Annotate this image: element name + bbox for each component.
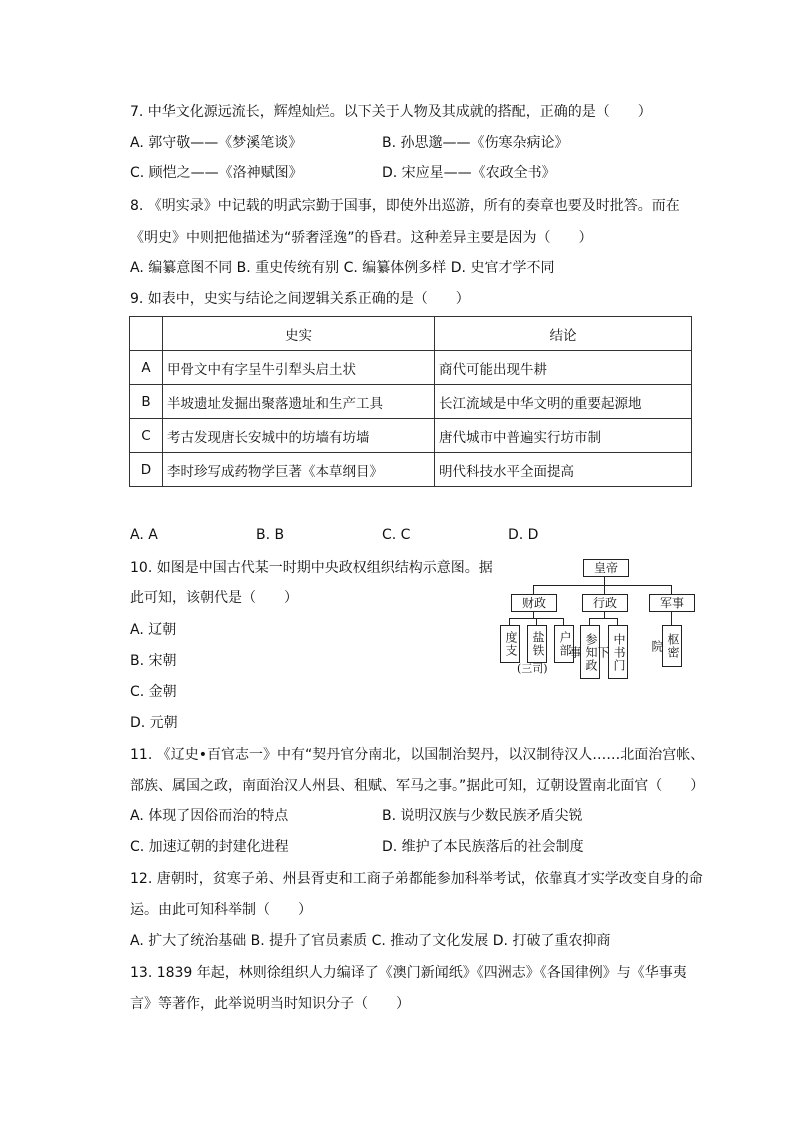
table-row bbox=[130, 419, 692, 453]
diagram-zhongshu-menxia: 中书门下 bbox=[608, 625, 628, 679]
row-fact: 考古发现唐长安城中的坊墙有坊墙 bbox=[163, 419, 435, 453]
q10-option-a: A. 辽朝 bbox=[130, 622, 177, 638]
diagram-military: 军事 bbox=[649, 594, 695, 612]
q10-option-d: D. 元朝 bbox=[130, 715, 178, 731]
q9-table bbox=[129, 316, 692, 487]
org-structure-diagram bbox=[497, 557, 693, 677]
q9-option-a: A. A bbox=[130, 527, 158, 543]
q10-option-b: B. 宋朝 bbox=[130, 653, 177, 669]
q10-stem-line2: 此可知，该朝代是（ ） bbox=[130, 590, 298, 606]
table-header-conclusion: 结论 bbox=[435, 317, 692, 351]
table-row bbox=[130, 351, 692, 385]
table-header-fact: 史实 bbox=[163, 317, 435, 351]
diagram-sansi-label: (三司) bbox=[517, 662, 548, 675]
row-letter: C bbox=[130, 419, 163, 453]
connector-line bbox=[617, 618, 618, 625]
row-letter: B bbox=[130, 385, 163, 419]
connector-line bbox=[533, 585, 534, 594]
row-conclusion: 明代科技水平全面提高 bbox=[435, 453, 692, 487]
q9-option-d: D. D bbox=[508, 527, 539, 543]
q11-option-d: D. 维护了本民族落后的社会制度 bbox=[382, 839, 584, 855]
q11-stem-line2: 部族、属国之政，南面治汉人州县、租赋、军马之事。”据此可知，辽朝设置南北面官（ ） bbox=[130, 778, 705, 794]
connector-line bbox=[604, 611, 605, 618]
diagram-yantie: 盐铁 bbox=[527, 625, 547, 663]
connector-line bbox=[604, 585, 605, 594]
connector-line bbox=[589, 618, 590, 625]
q13-stem-line2: 言》等著作，此举说明当时知识分子（ ） bbox=[130, 996, 410, 1012]
q11-option-a: A. 体现了因俗而治的特点 bbox=[130, 808, 289, 824]
diagram-hubu: 户部 bbox=[554, 625, 574, 663]
row-letter: D bbox=[130, 453, 163, 487]
q13-stem-line1: 13. 1839 年起，林则徐组织人力编译了《澳门新闻纸》《四洲志》《各国律例》与《华事夷 bbox=[130, 965, 687, 981]
diagram-admin: 行政 bbox=[582, 594, 628, 612]
diagram-duzhi: 度支 bbox=[500, 625, 520, 663]
connector-line bbox=[533, 585, 671, 586]
q7-option-d: D. 宋应星——《农政全书》 bbox=[382, 165, 556, 181]
q8-stem-line2: 《明史》中则把他描述为“骄奢淫逸”的昏君。这种差异主要是因为（ ） bbox=[130, 230, 593, 246]
row-conclusion: 唐代城市中普遍实行坊市制 bbox=[435, 419, 692, 453]
table-row bbox=[130, 385, 692, 419]
table-corner-cell bbox=[130, 317, 163, 351]
q9-stem: 9. 如表中，史实与结论之间逻辑关系正确的是（ ） bbox=[130, 291, 470, 307]
row-fact: 半坡遗址发掘出聚落遗址和生产工具 bbox=[163, 385, 435, 419]
q8-stem-line1: 8. 《明实录》中记载的明武宗勤于国事，即使外出巡游，所有的奏章也要及时批答。而在 bbox=[130, 198, 680, 214]
connector-line bbox=[533, 611, 534, 618]
q12-stem-line1: 12. 唐朝时，贫寒子弟、州县胥吏和工商子弟都能参加科举考试，依靠真才实学改变自身的命 bbox=[130, 871, 703, 887]
q12-stem-line2: 运。由此可知科举制（ ） bbox=[130, 902, 312, 918]
q12-options: A. 扩大了统治基础 B. 提升了官员素质 C. 推动了文化发展 D. 打破了重农抑商 bbox=[130, 933, 611, 949]
q9-option-c: C. C bbox=[382, 527, 411, 543]
diagram-canzhi-zhengshi: 参知政事 bbox=[580, 625, 600, 679]
q9-option-b: B. B bbox=[256, 527, 285, 543]
q10-option-c: C. 金朝 bbox=[130, 684, 177, 700]
diagram-emperor: 皇帝 bbox=[583, 559, 629, 577]
connector-line bbox=[671, 611, 672, 625]
connector-line bbox=[509, 618, 510, 625]
connector-line bbox=[589, 618, 617, 619]
q7-option-b: B. 孙思邈——《伤寒杂病论》 bbox=[382, 135, 569, 151]
table-header-row bbox=[130, 317, 692, 351]
q7-option-a: A. 郭守敬——《梦溪笔谈》 bbox=[130, 135, 303, 151]
q7-stem: 7. 中华文化源远流长，辉煌灿烂。以下关于人物及其成就的搭配，正确的是（ ） bbox=[130, 104, 652, 120]
row-conclusion: 长江流域是中华文明的重要起源地 bbox=[435, 385, 692, 419]
connector-line bbox=[536, 618, 537, 625]
q11-stem-line1: 11. 《辽史•百官志一》中有“契丹官分南北，以国制治契丹，以汉制待汉人……北面治宫帐、 bbox=[130, 747, 705, 763]
table-row bbox=[130, 453, 692, 487]
connector-line bbox=[563, 618, 564, 625]
diagram-finance: 财政 bbox=[511, 594, 557, 612]
diagram-shumiyuan: 枢密院 bbox=[662, 625, 682, 667]
q7-option-c: C. 顾恺之——《洛神赋图》 bbox=[130, 165, 303, 181]
q11-option-c: C. 加速辽朝的封建化进程 bbox=[130, 839, 289, 855]
row-fact: 甲骨文中有字呈牛引犁头启土状 bbox=[163, 351, 435, 385]
q10-stem-line1: 10. 如图是中国古代某一时期中央政权组织结构示意图。据 bbox=[130, 560, 493, 576]
row-conclusion: 商代可能出现牛耕 bbox=[435, 351, 692, 385]
connector-line bbox=[604, 576, 605, 585]
row-fact: 李时珍写成药物学巨著《本草纲目》 bbox=[163, 453, 435, 487]
q11-option-b: B. 说明汉族与少数民族矛盾尖锐 bbox=[382, 808, 583, 824]
q8-options: A. 编纂意图不同 B. 重史传统有别 C. 编纂体例多样 D. 史官才学不同 bbox=[130, 260, 555, 276]
connector-line bbox=[671, 585, 672, 594]
row-letter: A bbox=[130, 351, 163, 385]
